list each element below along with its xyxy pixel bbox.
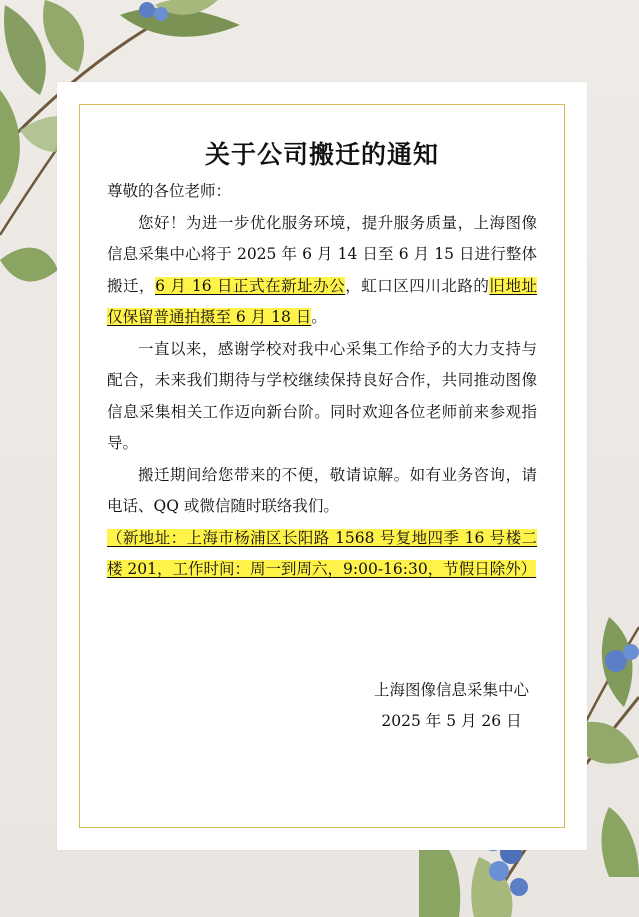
paragraph-relocation-text: 您好！为进一步优化服务环境，提升服务质量，上海图像信息采集中心将于 2025 年 6 月 14 日至 6 月 15 日进行整体搬迁， [107, 213, 537, 295]
paragraph-thanks: 一直以来，感谢学校对我中心采集工作给予的大力支持与配合，未来我们期待与学校继续保持良好合作，共同推动图像信息采集相关工作迈向新台阶。同时欢迎各位老师前来参观指导。 [107, 339, 537, 452]
highlight-old-address-note: 旧地址仅保留普通拍摄至 6 月 18 日 [107, 276, 537, 326]
paragraph-relocation [107, 208, 537, 334]
paragraph-relocation-mid: ，虹口区四川北路的 [345, 276, 490, 295]
notice-card [57, 82, 587, 850]
notice-title: 关于公司搬迁的通知 [204, 140, 439, 169]
new-address-note [107, 523, 537, 586]
signature-block [374, 675, 529, 737]
paragraph-apology: 搬迁期间给您带来的不便，敬请谅解。如有业务咨询，请电话、QQ 或微信随时联络我们。 [107, 465, 537, 515]
signature-date: 2025 年 5 月 26 日 [381, 712, 522, 730]
signature-organization: 上海图像信息采集中心 [373, 681, 529, 699]
greeting: 尊敬的各位老师： [107, 182, 232, 200]
highlight-new-office-date: 6 月 16 日正式在新址办公 [155, 276, 346, 295]
highlight-new-address: （新地址：上海市杨浦区长阳路 1568 号复地四季 16 号楼二楼 201，工作时间：周一到周六，9:00-16:30，节假日除外） [107, 528, 537, 578]
notice-body [107, 176, 537, 586]
paragraph-relocation-end: 。 [311, 308, 327, 326]
